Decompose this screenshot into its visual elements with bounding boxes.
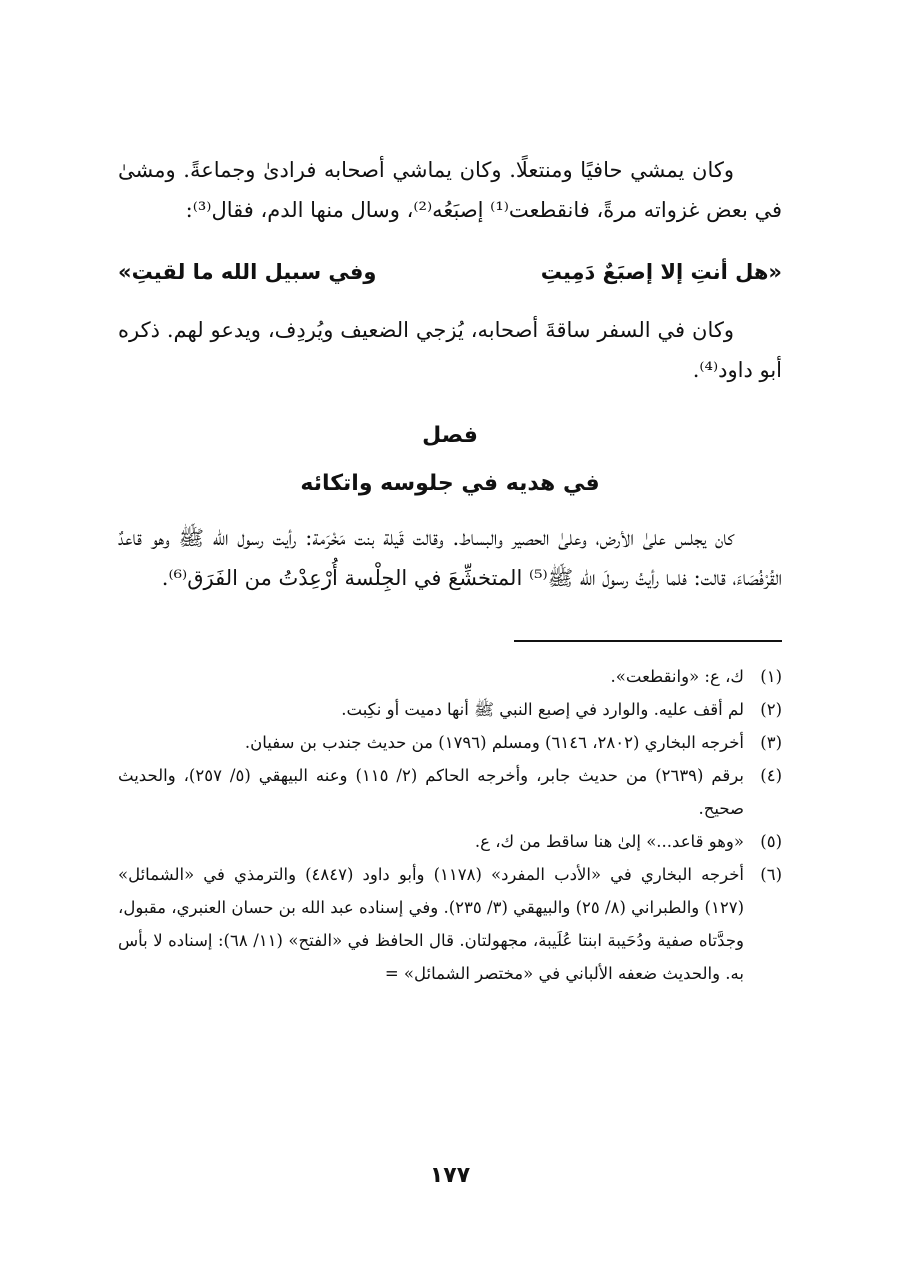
body-paragraph-travel: وكان في السفر ساقةَ أصحابه، يُزجي الضعيف ويُردِف، ويدعو لهم. ذكره أبو داود⁽⁴⁾.: [118, 318, 782, 382]
footnote-text: برقم (٢٦٣٩) من حديث جابر، وأخرجه الحاكم (٢/ ١١٥) وعنه البيهقي (٥/ ٢٥٧)، والحديث صحيح.: [118, 766, 744, 818]
footnote-text: أخرجه البخاري (٢٨٠٢، ٦١٤٦) ومسلم (١٧٩٦) من حديث جندب بن سفيان.: [244, 733, 744, 752]
footnote-number: (١): [760, 667, 782, 686]
footnote-item: [118, 693, 782, 726]
footnotes-list: [118, 660, 782, 990]
footnote-text: ك، ع: «وانقطعت».: [610, 667, 744, 686]
footnote-number: (٦): [760, 865, 782, 884]
footnote-number: (٢): [760, 700, 782, 719]
footnote-number: (٣): [760, 733, 782, 752]
book-page: [118, 150, 782, 1271]
poetry-verse: [118, 252, 782, 292]
footnote-number: (٤): [760, 766, 782, 785]
footnote-text: لم أقف عليه. والوارد في إصبع النبي ﷺ أنها دميت أو نكِبت.: [341, 700, 744, 719]
footnote-item: [118, 759, 782, 825]
section-title: في هديه في جلوسه واتكائه: [300, 471, 600, 496]
footnote-text: «وهو قاعد...» إلىٰ هنا ساقط من ك، ع.: [474, 832, 744, 851]
footnote-number: (٥): [760, 832, 782, 851]
body-paragraph-sitting: كان يجلس علىٰ الأرض، وعلىٰ الحصير والبساط. وقالت قَيلة بنت مَخْرَمة: رأيت رسول الله ﷺ وهو قاعدٌ القُرْفُصَاءَ، قالت: فلما رأيتُ رسولَ الله ﷺ⁽⁵⁾ المتخشِّعَ في الجِلْسة أُرْعِدْتُ من الفَرَق⁽⁶⁾.: [118, 526, 782, 590]
body-paragraph-walking: وكان يمشي حافيًا ومنتعلًا. وكان يماشي أصحابه فرادىٰ وجماعةً. ومشىٰ في بعض غزواته مرةً، فانقطعت⁽¹⁾ إصبَعُه⁽²⁾، وسال منها الدم، فقال⁽³⁾:: [118, 158, 782, 222]
verse-first-hemistich: «هل أنتِ إلا إصبَعٌ دَمِيتِ: [540, 260, 782, 284]
page-number: ١٧٧: [429, 1163, 471, 1188]
footnote-item: [118, 726, 782, 759]
footnote-item: [118, 660, 782, 693]
footnote-separator: [514, 640, 782, 642]
footnote-item: [118, 825, 782, 858]
verse-second-hemistich: وفي سبيل الله ما لقيتِ»: [118, 260, 377, 284]
footnote-text: أخرجه البخاري في «الأدب المفرد» (١١٧٨) وأبو داود (٤٨٤٧) والترمذي في «الشمائل» (١٢٧) والطبراني (٨/ ٢٥) والبيهقي (٣/ ٢٣٥). وفي إسناده عبد الله بن حسان العنبري، مقبول، وجدَّتاه صفية ودُحَيبة ابنتا عُلَيبة، مجهولتان. قال الحافظ في «الفتح» (١١/ ٦٨): إسناده لا بأس به. والحديث ضعفه الألباني في «مختصر الشمائل» =: [118, 865, 744, 983]
footnote-item: [118, 858, 782, 990]
section-label: فصل: [422, 423, 478, 448]
